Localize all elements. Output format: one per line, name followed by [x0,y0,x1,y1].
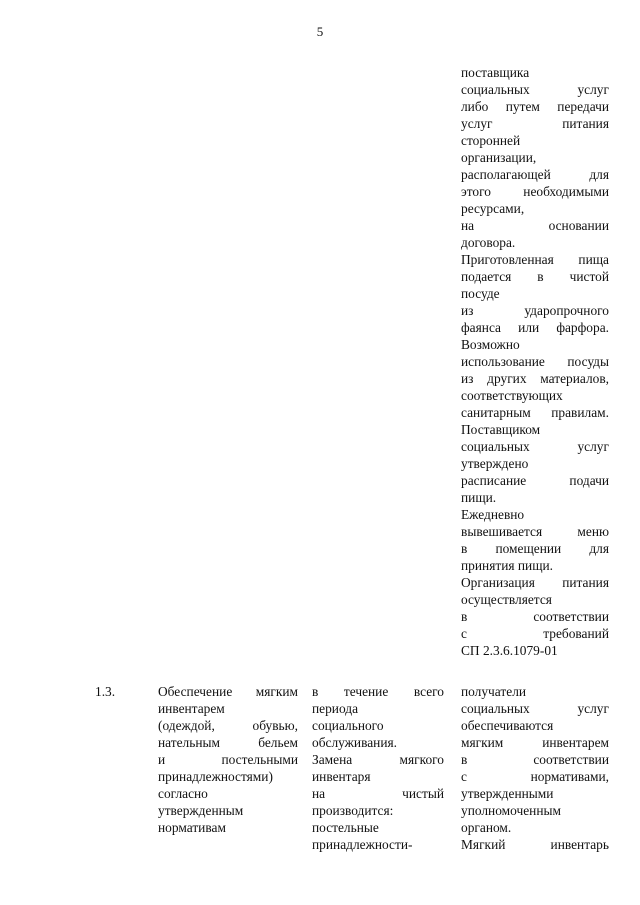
text-line: расписание подачи [461,473,609,488]
text-line: фаянса или фарфора. [461,320,609,335]
text-line: органом. [461,820,512,835]
service-name-cell [158,683,298,836]
text-line: на основании [461,218,609,233]
text-line: этого необходимыми [461,184,609,199]
page-number: 5 [316,24,324,39]
text-line: Организация питания [461,575,609,590]
text-line: и постельными [158,752,298,767]
text-line: использование посуды [461,354,609,369]
text-line: Возможно [461,337,520,352]
text-line: уполномоченным [461,803,561,818]
text-line: социальных услуг [461,701,609,716]
text-line: поставщика [461,65,530,80]
text-line: периода [312,701,359,716]
text-line: мягким инвентарем [461,735,609,750]
text-line: Поставщиком [461,422,541,437]
text-line: социальных услуг [461,82,609,97]
text-line: Приготовленная пища [461,252,609,267]
text-line: получатели [461,684,527,699]
text-line: в соответствии [461,609,609,624]
text-line: подается в чистой [461,269,609,284]
text-line: Мягкий инвентарь [461,837,609,852]
text-line: утвержденным [158,803,244,818]
text-line: обслуживания. [312,735,397,750]
text-line: инвентарем [158,701,225,716]
text-line: утверждено [461,456,529,471]
text-line: обеспечиваются [461,718,554,733]
text-line: договора. [461,235,516,250]
text-line: Обеспечение мягким [158,684,298,699]
text-line: располагающей для [461,167,609,182]
text-line: из ударопрочного [461,303,609,318]
text-line: услуг питания [461,116,609,131]
text-line: либо путем передачи [461,99,609,114]
text-line: сторонней [461,133,521,148]
text-line: вывешивается меню [461,524,609,539]
text-line: посуде [461,286,500,301]
text-line: осуществляется [461,592,552,607]
text-line: нательным бельем [158,735,298,750]
text-line: СП 2.3.6.1079-01 [461,643,558,658]
text-line: с нормативами, [461,769,609,784]
text-line: производится: [312,803,394,818]
text-line: принадлежностями) [158,769,273,784]
text-line: в течение всего [312,684,444,699]
continuation-cell [461,64,609,659]
text-line: принятия пищи. [461,558,554,573]
text-line: социального [312,718,384,733]
text-line: нормативам [158,820,226,835]
text-line: согласно [158,786,208,801]
row-number: 1.3. [95,684,116,699]
text-line: в помещении для [461,541,609,556]
text-line: ресурсами, [461,201,525,216]
text-line: социальных услуг [461,439,609,454]
text-line: (одеждой, обувью, [158,718,298,733]
text-line: Замена мягкого [312,752,444,767]
text-line: постельные [312,820,379,835]
text-line: санитарным правилам. [461,405,609,420]
text-line: из других материалов, [461,371,609,386]
text-line: с требований [461,626,609,641]
text-line: утвержденными [461,786,554,801]
text-line: принадлежности- [312,837,413,852]
text-line: соответствующих [461,388,563,403]
text-line: в соответствии [461,752,609,767]
period-cell [312,683,444,853]
text-line: Ежедневно [461,507,525,522]
standard-cell [461,683,609,853]
text-line: организации, [461,150,537,165]
text-line: инвентаря [312,769,371,784]
text-line: пищи. [461,490,497,505]
text-line: на чистый [312,786,444,801]
